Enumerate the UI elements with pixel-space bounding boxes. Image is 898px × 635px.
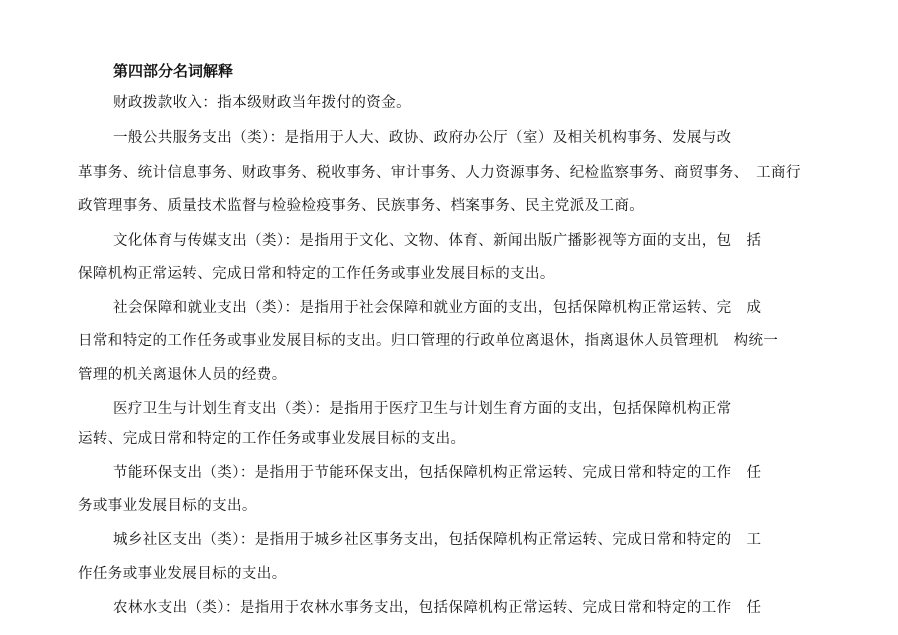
paragraph-line: 作任务或事业发展目标的支出。 xyxy=(78,566,287,582)
paragraph-line: 革事务、统计信息事务、财政事务、税收事务、审计事务、人力资源事务、纪检监察事务、商贸事务、 工商行 xyxy=(78,165,801,181)
paragraph-line: 管理的机关离退休人员的经费。 xyxy=(78,367,287,383)
section-title: 第四部分名词解释 xyxy=(113,62,234,80)
paragraph-line: 城乡社区支出（类）：是指用于城乡社区事务支出，包括保障机构正常运转、完成日常和特定的 工 xyxy=(113,532,762,548)
paragraph-line: 财政拨款收入：指本级财政当年拨付的资金。 xyxy=(113,95,411,111)
paragraph-line: 务或事业发展目标的支出。 xyxy=(78,498,257,514)
paragraph-line: 农林水支出（类）：是指用于农林水事务支出，包括保障机构正常运转、完成日常和特定的工作 任 xyxy=(113,600,762,616)
paragraph-line: 节能环保支出（类）：是指用于节能环保支出，包括保障机构正常运转、完成日常和特定的工作 任 xyxy=(113,465,762,481)
paragraph-line: 日常和特定的工作任务或事业发展目标的支出。归口管理的行政单位离退休，指离退休人员管理机 构统一 xyxy=(78,333,779,349)
paragraph-line: 一般公共服务支出（类）：是指用于人大、政协、政府办公厅（室）及相关机构事务、发展与改 xyxy=(113,130,732,146)
paragraph-line: 运转、完成日常和特定的工作任务或事业发展目标的支出。 xyxy=(78,431,466,447)
paragraph-line: 文化体育与传媒支出（类）：是指用于文化、文物、体育、新闻出版广播影视等方面的支出，包 括 xyxy=(113,233,762,249)
paragraph-line: 社会保障和就业支出（类）：是指用于社会保障和就业方面的支出，包括保障机构正常运转、完 成 xyxy=(113,300,762,316)
paragraph-line: 政管理事务、质量技术监督与检验检疫事务、民族事务、档案事务、民主党派及工商。 xyxy=(78,198,645,214)
paragraph-line: 医疗卫生与计划生育支出（类）：是指用于医疗卫生与计划生育方面的支出，包括保障机构正常 xyxy=(113,401,732,417)
paragraph-line: 保障机构正常运转、完成日常和特定的工作任务或事业发展目标的支出。 xyxy=(78,266,555,282)
